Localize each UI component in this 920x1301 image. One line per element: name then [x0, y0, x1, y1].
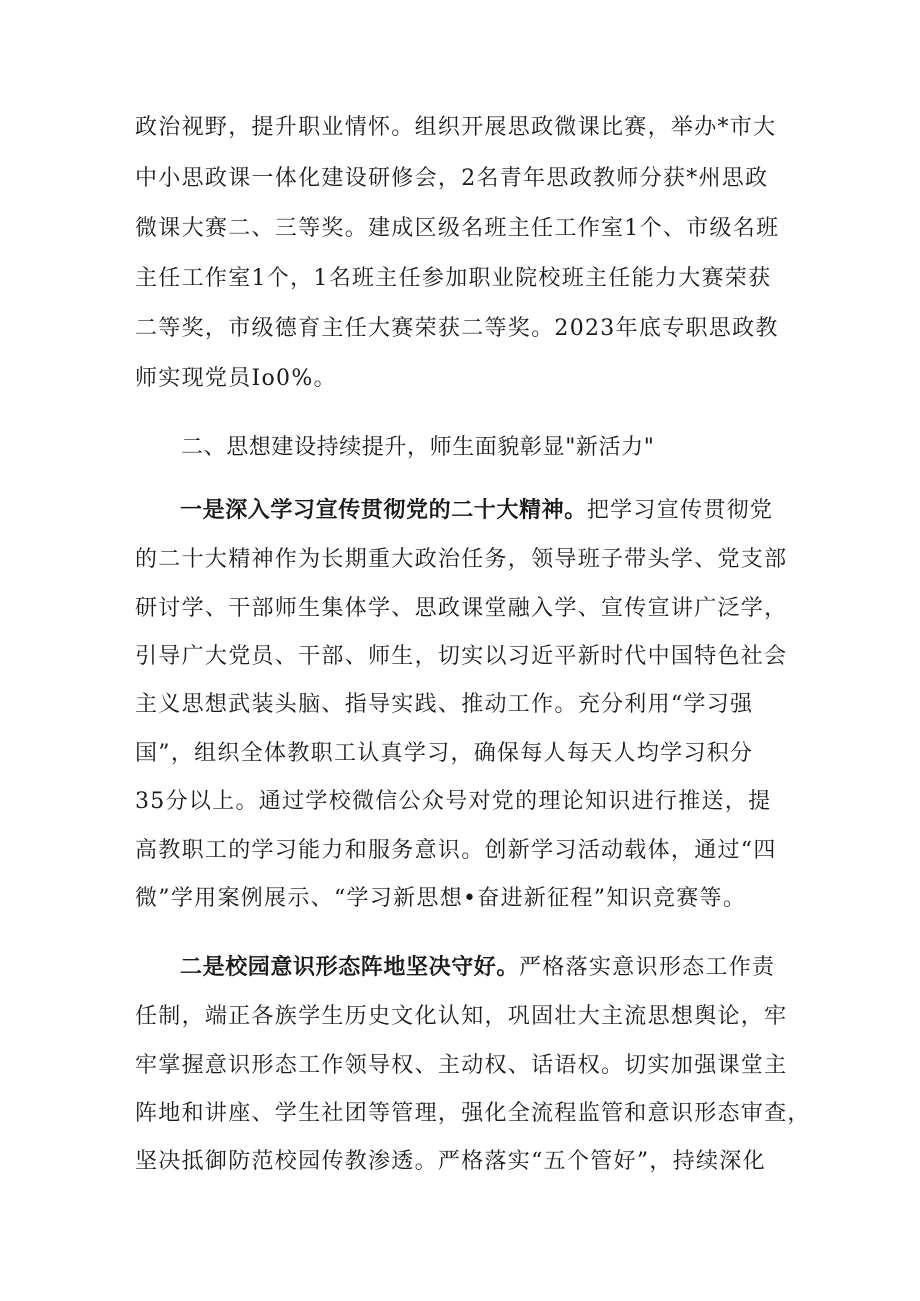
paragraph-text: 把学习宣传贯彻党 [586, 498, 774, 523]
paragraph-line: 的二十大精神作为长期重大政治任务，领导班子带头学、党支部 [135, 547, 788, 572]
paragraph-line: 任制，端正各族学生历史文化认知，巩固壮大主流思想舆论，牢 [135, 1004, 788, 1029]
paragraph-line: 政治视野，提升职业情怀。组织开展思政微课比赛，举办*市大 [135, 115, 777, 140]
paragraph-line: 引导广大党员、干部、师生，切实以习近平新时代中国特色社会 [135, 644, 788, 669]
paragraph-line: 牢掌握意识形态工作领导权、主动权、话语权。切实加强课堂主 [135, 1053, 788, 1078]
paragraph-line: 坚决抵御防范校园传教渗透。严格落实“五个管好”，持续深化 [135, 1149, 766, 1174]
paragraph-line: 二等奖，市级德育主任大赛荣获二等奖。2023年底专职思政教 [135, 316, 779, 341]
paragraph-line: 中小思政课一体化建设研修会，2名青年思政教师分获*州思政 [135, 166, 769, 191]
paragraph-lead: 一是深入学习宣传贯彻党的二十大精神。 [180, 498, 587, 523]
paragraph-line: 35分以上。通过学校微信公众号对党的理论知识进行推送，提 [135, 789, 772, 814]
paragraph-line: 微课大赛二、三等奖。建成区级名班主任工作室1个、市级名班 [135, 216, 780, 241]
paragraph-line: 主任工作室1个，1名班主任参加职业院校班主任能力大赛荣获 [135, 266, 772, 291]
paragraph-first-line [180, 496, 773, 526]
paragraph-line: 微”学用案例展示、“学习新思想•奋进新征程”知识竞赛等。 [135, 886, 747, 911]
paragraph-lead: 二是校园意识形态阵地坚决守好。 [180, 955, 520, 980]
paragraph-line: 师实现党员Io0%。 [135, 366, 337, 391]
paragraph-line: 高教职工的学习能力和服务意识。创新学习活动载体，通过“四 [135, 838, 777, 863]
paragraph-line: 国”，组织全体教职工认真学习，确保每人每天人均学习积分 [135, 741, 754, 766]
section-heading: 二、思想建设持续提升，师生面貌彰显"新活力" [181, 435, 655, 460]
paragraph-first-line [180, 953, 775, 983]
paragraph-line: 主义思想武装头脑、指导实践、推动工作。充分利用“学习强 [135, 692, 754, 717]
paragraph-text: 严格落实意识形态工作责 [519, 955, 776, 980]
paragraph-line: 研讨学、干部师生集体学、思政课堂融入学、宣传宣讲广泛学， [135, 596, 788, 621]
paragraph-line: 阵地和讲座、学生社团等管理，强化全流程监管和意识形态审查， [135, 1101, 811, 1126]
